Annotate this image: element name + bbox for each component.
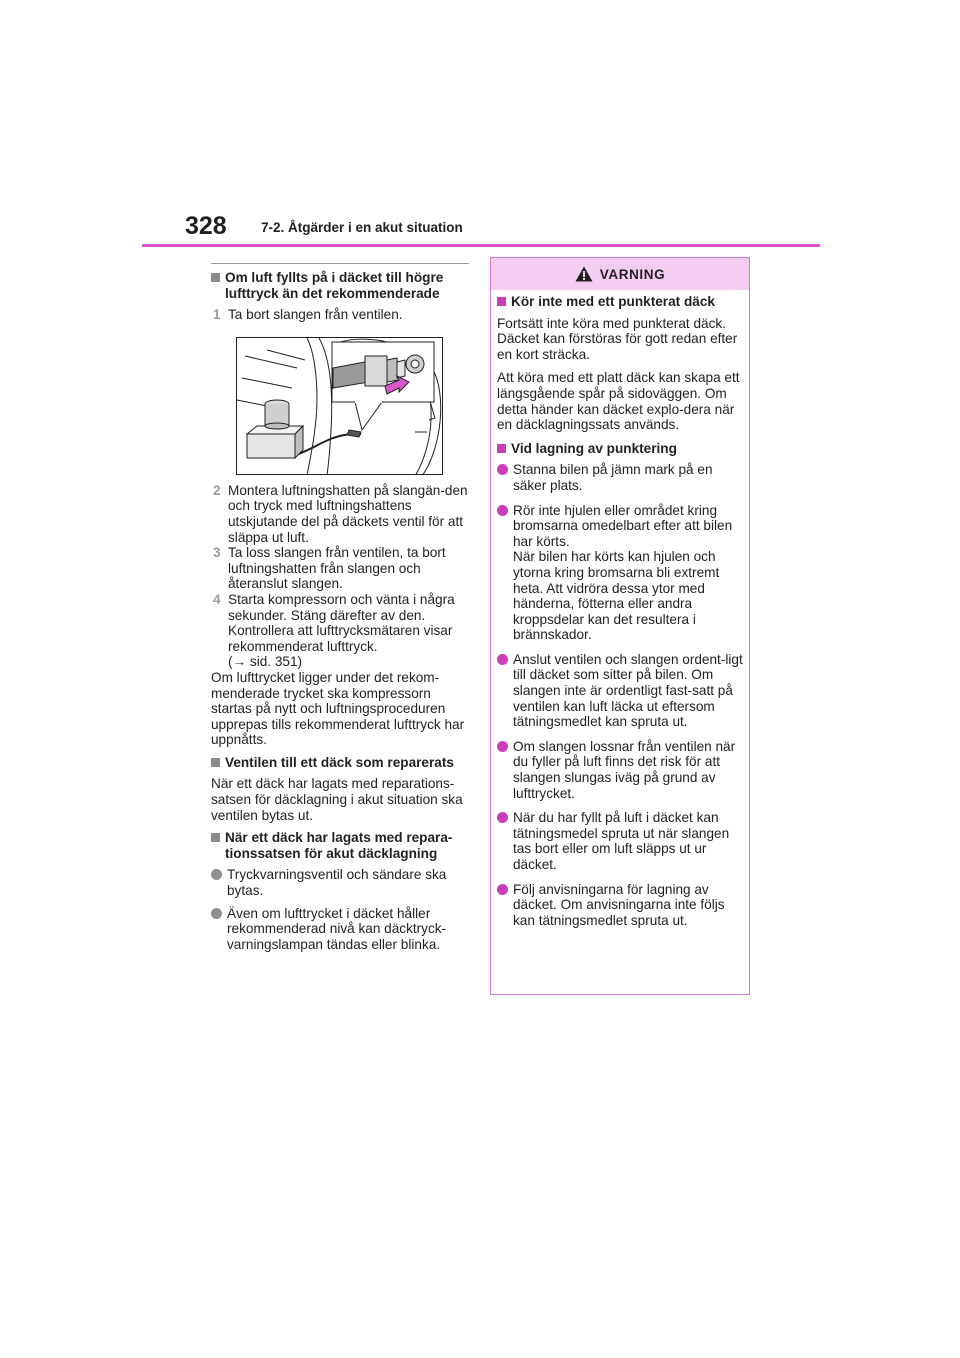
page-reference: (→ sid. 351) xyxy=(228,654,303,670)
round-bullet-icon xyxy=(497,654,508,665)
list-item: Stanna bilen på jämn mark på en säker plats. xyxy=(497,462,743,493)
warning-triangle-icon xyxy=(575,266,593,282)
left-column xyxy=(211,263,469,959)
list-item: Följ anvisningarna för lagning av däcket. Om anvisningarna inte följs kan tätningsmedlet spruta ut. xyxy=(497,882,743,929)
header-divider xyxy=(142,244,820,247)
step-number: 1 xyxy=(213,307,221,323)
warning-paragraph: Fortsätt inte köra med punkterat däck. Däcket kan förstöras för gott redan efter en kort sträcka. xyxy=(497,315,738,362)
list-item: Om slangen lossnar från ventilen när du fyller på luft finns det risk för att slangen slungas iväg på grund av lufttrycket. xyxy=(497,739,743,801)
list-item: Anslut ventilen och slangen ordent-ligt till däcket som sitter på bilen. Om slangen inte är ordentligt fast-satt på ventilen kan luft läcka ut eftersom tätningsmedlet kan spruta ut. xyxy=(497,652,743,730)
round-bullet-icon xyxy=(497,464,508,475)
list-item: Även om lufttrycket i däcket håller rekommenderad nivå kan däcktryck-varningslampan tändas eller blinka. xyxy=(211,906,469,953)
subheading-after-repair: När ett däck har lagats med repara-tionssatsen för akut däcklagning xyxy=(211,830,469,861)
square-bullet-icon xyxy=(497,444,506,453)
step-text: Starta kompressorn och vänta i några sekunder. Stäng därefter av den. Kontrollera att lufttrycksmätaren visar rekommenderat lufttryck. xyxy=(228,591,455,654)
step-1 xyxy=(211,307,469,323)
round-bullet-icon xyxy=(211,908,222,919)
page-number: 328 xyxy=(185,212,227,240)
subheading-overinflated: Om luft fyllts på i däcket till högre lufttryck än det rekommenderade xyxy=(211,270,469,301)
step-2 xyxy=(211,483,469,545)
subheading-valve: Ventilen till ett däck som reparerats xyxy=(211,755,469,771)
step-text: Montera luftningshatten på slangän-den och tryck med luftningshattens utskjutande del på däckets ventil för att släppa ut luft. xyxy=(228,482,468,545)
illustration-hose-valve xyxy=(236,337,443,475)
step-number: 3 xyxy=(213,545,221,561)
list-item: Rör inte hjulen eller området kring bromsarna omedelbart efter att bilen har körts. När bilen har körts kan hjulen och ytorna kring bromsarna bli extremt heta. Att vidröra dessa ytor med händerna, fötterna eller andra kroppsdelar kan det resultera i brännskador. xyxy=(497,503,743,643)
page-header xyxy=(185,208,820,248)
tire-compressor-illustration xyxy=(237,338,443,475)
square-bullet-icon xyxy=(211,273,220,282)
round-bullet-icon xyxy=(497,884,508,895)
warning-subheading-flat-tire: Kör inte med ett punkterat däck xyxy=(497,294,743,310)
paragraph-repeat: Om lufttrycket ligger under det rekom-menderade trycket ska kompressorn startas på nytt och luftningsproceduren upprepas tills rekommenderat lufttryck har uppnåtts. xyxy=(211,669,465,748)
section-title: 7-2. Åtgärder i en akut situation xyxy=(261,220,463,235)
list-item: Tryckvarningsventil och sändare ska bytas. xyxy=(211,867,469,898)
square-bullet-icon xyxy=(211,758,220,767)
round-bullet-icon xyxy=(211,869,222,880)
warning-subheading-repair: Vid lagning av punktering xyxy=(497,441,743,457)
step-4 xyxy=(211,592,469,670)
warning-title: VARNING xyxy=(599,266,666,282)
step-text: Ta loss slangen från ventilen, ta bort luftningshatten från slangen och återanslut slangen. xyxy=(228,545,446,592)
warning-paragraph: Att köra med ett platt däck kan skapa ett längsgående spår på sidoväggen. Om detta händer kan däcket explo-dera när en däcklagningssats används. xyxy=(497,370,740,433)
warning-box xyxy=(490,257,750,995)
square-bullet-icon xyxy=(211,833,220,842)
list-item: När du har fyllt på luft i däcket kan tätningsmedel spruta ut när slangen tas bort eller om luft släpps ut ur däcket. xyxy=(497,810,743,872)
round-bullet-icon xyxy=(497,505,508,516)
step-text: Ta bort slangen från ventilen. xyxy=(228,307,403,323)
paragraph-valve: När ett däck har lagats med reparations-satsen för däcklagning i akut situation ska ventilen bytas ut. xyxy=(211,776,463,823)
warning-header xyxy=(491,258,749,290)
round-bullet-icon xyxy=(497,741,508,752)
square-bullet-icon xyxy=(497,297,506,306)
section-divider xyxy=(211,263,469,264)
step-number: 4 xyxy=(213,591,221,607)
step-number: 2 xyxy=(213,482,221,498)
warning-body xyxy=(491,290,743,928)
step-3 xyxy=(211,545,469,592)
round-bullet-icon xyxy=(497,812,508,823)
